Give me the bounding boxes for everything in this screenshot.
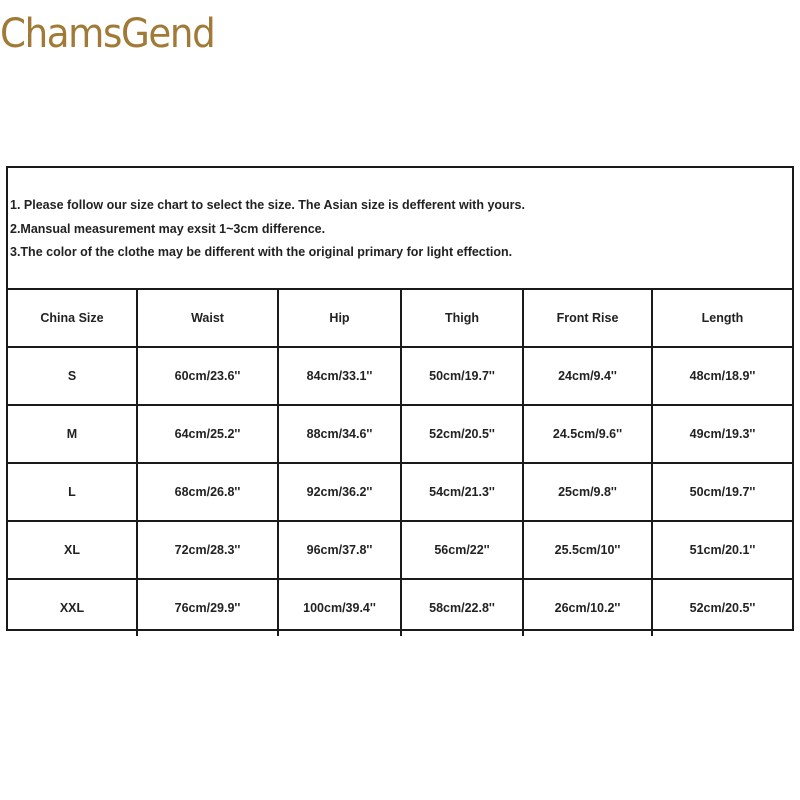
header-front-rise: Front Rise [523,290,652,347]
table-row [8,579,792,636]
header-waist: Waist [137,290,278,347]
hip-cell: 100cm/39.4'' [278,579,401,636]
table-row [8,405,792,463]
thigh-cell: 52cm/20.5'' [401,405,523,463]
waist-cell: 76cm/29.9'' [137,579,278,636]
length-cell: 49cm/19.3'' [652,405,792,463]
size-cell: XL [8,521,137,579]
header-hip: Hip [278,290,401,347]
thigh-cell: 58cm/22.8'' [401,579,523,636]
table-row [8,347,792,405]
size-table [8,290,792,636]
hip-cell: 96cm/37.8'' [278,521,401,579]
header-china-size: China Size [8,290,137,347]
hip-cell: 84cm/33.1'' [278,347,401,405]
size-note-2: 2.Mansual measurement may exsit 1~3cm difference. [10,222,326,236]
thigh-cell: 54cm/21.3'' [401,463,523,521]
hip-cell: 92cm/36.2'' [278,463,401,521]
size-note-1: 1. Please follow our size chart to select the size. The Asian size is defferent with yours. [10,198,525,212]
waist-cell: 60cm/23.6'' [137,347,278,405]
thigh-cell: 56cm/22'' [401,521,523,579]
header-thigh: Thigh [401,290,523,347]
size-cell: S [8,347,137,405]
thigh-cell: 50cm/19.7'' [401,347,523,405]
table-row [8,521,792,579]
size-note-3: 3.The color of the clothe may be different with the original primary for light effection. [10,245,513,259]
waist-cell: 72cm/28.3'' [137,521,278,579]
size-chart [6,166,794,631]
size-cell: XXL [8,579,137,636]
size-cell: L [8,463,137,521]
table-row [8,463,792,521]
front-rise-cell: 26cm/10.2'' [523,579,652,636]
length-cell: 52cm/20.5'' [652,579,792,636]
waist-cell: 64cm/25.2'' [137,405,278,463]
length-cell: 51cm/20.1'' [652,521,792,579]
hip-cell: 88cm/34.6'' [278,405,401,463]
length-cell: 50cm/19.7'' [652,463,792,521]
front-rise-cell: 25.5cm/10'' [523,521,652,579]
length-cell: 48cm/18.9'' [652,347,792,405]
brand-logo: ChamsGend [0,11,215,57]
header-length: Length [652,290,792,347]
front-rise-cell: 25cm/9.8'' [523,463,652,521]
size-cell: M [8,405,137,463]
size-notes [8,168,792,290]
front-rise-cell: 24.5cm/9.6'' [523,405,652,463]
waist-cell: 68cm/26.8'' [137,463,278,521]
size-table-header-row [8,290,792,347]
front-rise-cell: 24cm/9.4'' [523,347,652,405]
